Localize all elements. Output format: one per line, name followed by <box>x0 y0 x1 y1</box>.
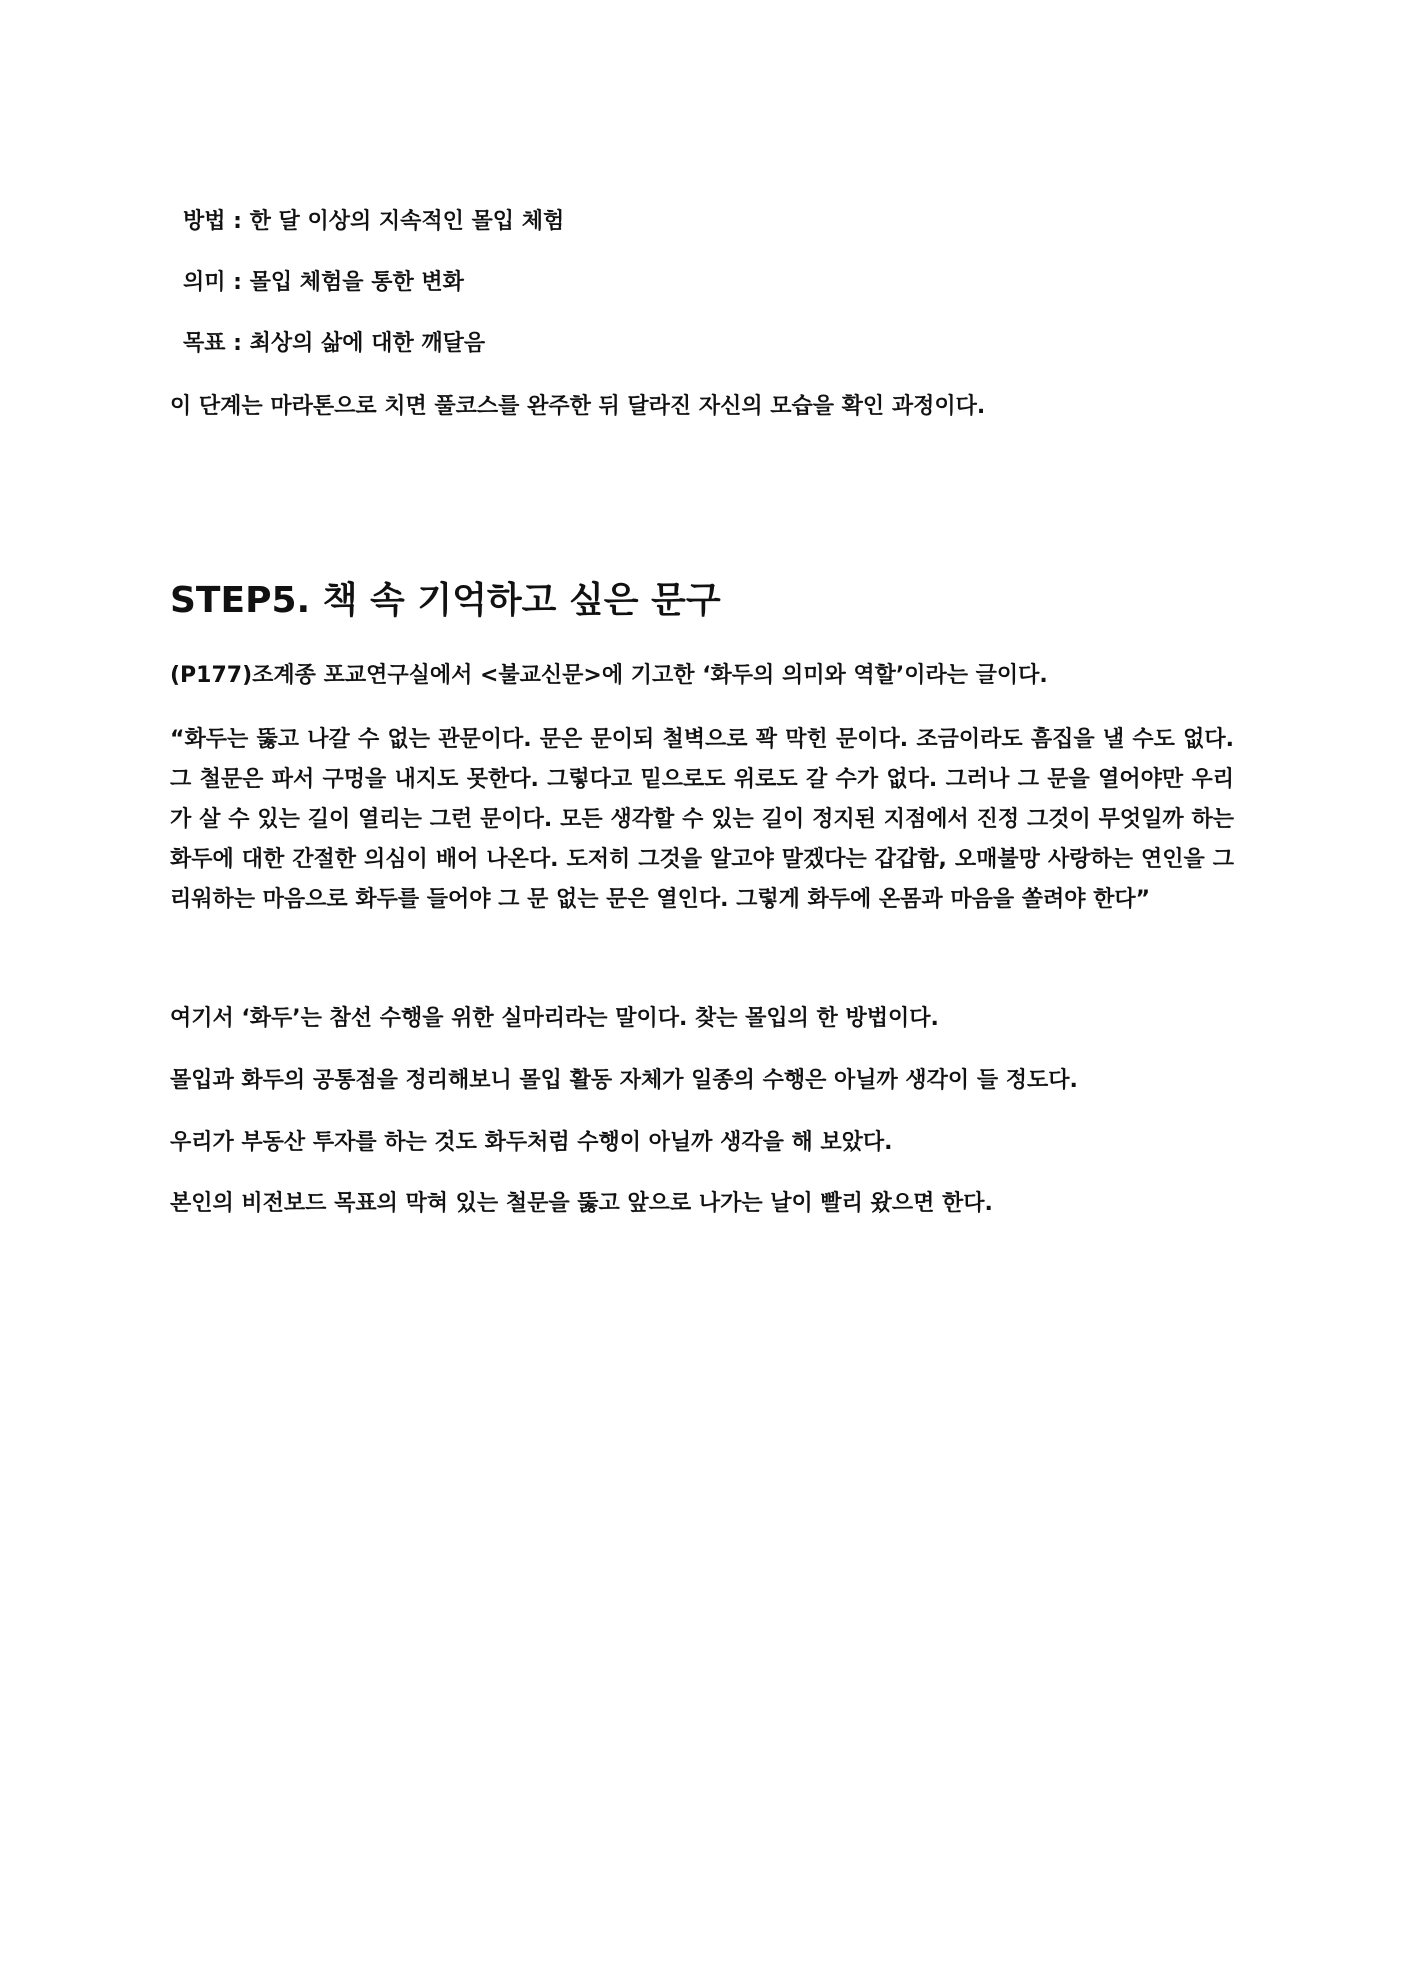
paragraph-real-estate: 우리가 부동산 투자를 하는 것도 화두처럼 수행이 아닐까 생각을 해 보았다. <box>170 1130 893 1155</box>
paragraph-vision-board: 본인의 비전보드 목표의 막혀 있는 철문을 뚫고 앞으로 나가는 날이 빨리 왔으면 한다. <box>170 1191 993 1216</box>
meaning-line: 의미 : 몰입 체험을 통한 변화 <box>183 270 464 295</box>
quote-block: “화두는 뚫고 나갈 수 없는 관문이다. 문은 문이되 철벽으로 꽉 막힌 문이다. 조금이라도 흠집을 낼 수도 없다. 그 철문은 파서 구멍을 내지도 못한다. 그렇다고 밑으로도 위로도 갈 수가 없다. 그러나 그 문을 열어야만 우리가 살 수 있는 길이 열리는 그런 문이다. 모든 생각할 수 있는 길이 정지된 지점에서 진정 그것이 무엇일까 하는 화두에 대한 간절한 의심이 배어 나온다. 도저히 그것을 알고야 말겠다는 갑갑함, 오매불망 사랑하는 연인을 그리워하는 마음으로 화두를 들어야 그 문 없는 문은 열인다. 그렇게 화두에 온몸과 마음을 쏠려야 한다” <box>170 727 1234 912</box>
step5-heading: STEP5. 책 속 기억하고 싶은 문구 <box>170 580 721 621</box>
method-line: 방법 : 한 달 이상의 지속적인 몰입 체험 <box>183 209 565 234</box>
stage-description: 이 단계는 마라톤으로 치면 풀코스를 완주한 뒤 달라진 자신의 모습을 확인 과정이다. <box>170 394 986 419</box>
paragraph-hwadu-meaning: 여기서 ‘화두’는 참선 수행을 위한 실마리라는 말이다. 찾는 몰입의 한 방법이다. <box>170 1006 939 1031</box>
goal-line: 목표 : 최상의 삶에 대한 깨달음 <box>183 331 486 356</box>
paragraph-common-points: 몰입과 화두의 공통점을 정리해보니 몰입 활동 자체가 일종의 수행은 아닐까 생각이 들 정도다. <box>170 1068 1078 1093</box>
source-line: (P177)조계종 포교연구실에서 <불교신문>에 기고한 ‘화두의 의미와 역할’이라는 글이다. <box>170 663 1048 688</box>
